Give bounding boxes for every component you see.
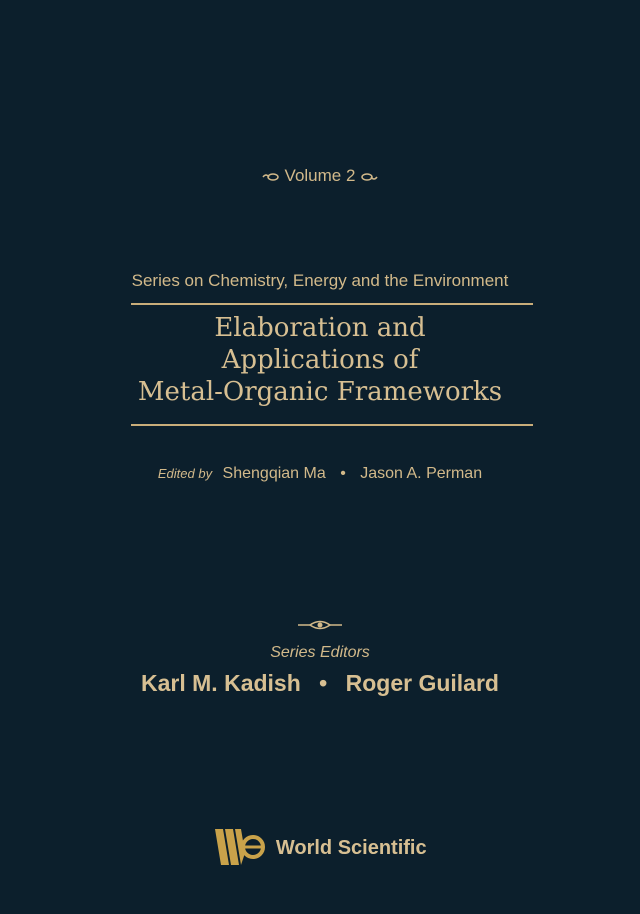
publisher-name: World Scientific (275, 836, 427, 859)
edited-by-label: Edited by (157, 466, 213, 481)
series-title: Series on Chemistry, Energy and the Environment (131, 271, 509, 290)
title-line-3: Metal-Organic Frameworks (137, 377, 503, 407)
volume-text: Volume 2 (284, 166, 356, 185)
editors-line (0, 465, 640, 483)
eye-ornament-icon (296, 619, 344, 631)
scroll-ornament-icon (360, 172, 378, 182)
world-scientific-logo (213, 825, 265, 871)
bottom-divider (131, 424, 533, 426)
top-divider (131, 303, 533, 305)
editor-name: Jason A. Perman (360, 465, 483, 482)
separator-dot: • (340, 465, 346, 482)
title-line-2: Applications of (221, 345, 419, 375)
publisher-block (0, 825, 640, 871)
series-editors-label: Series Editors (270, 644, 370, 661)
separator-dot: • (319, 670, 328, 696)
series-editor-name: Karl M. Kadish (141, 670, 301, 696)
volume-label (0, 166, 640, 186)
title-line-1: Elaboration and (214, 313, 426, 343)
series-editor-name: Roger Guilard (345, 670, 499, 696)
series-editors-names (0, 670, 640, 697)
editor-name: Shengqian Ma (222, 465, 326, 482)
book-title (0, 312, 640, 408)
scroll-ornament-icon (262, 172, 280, 182)
